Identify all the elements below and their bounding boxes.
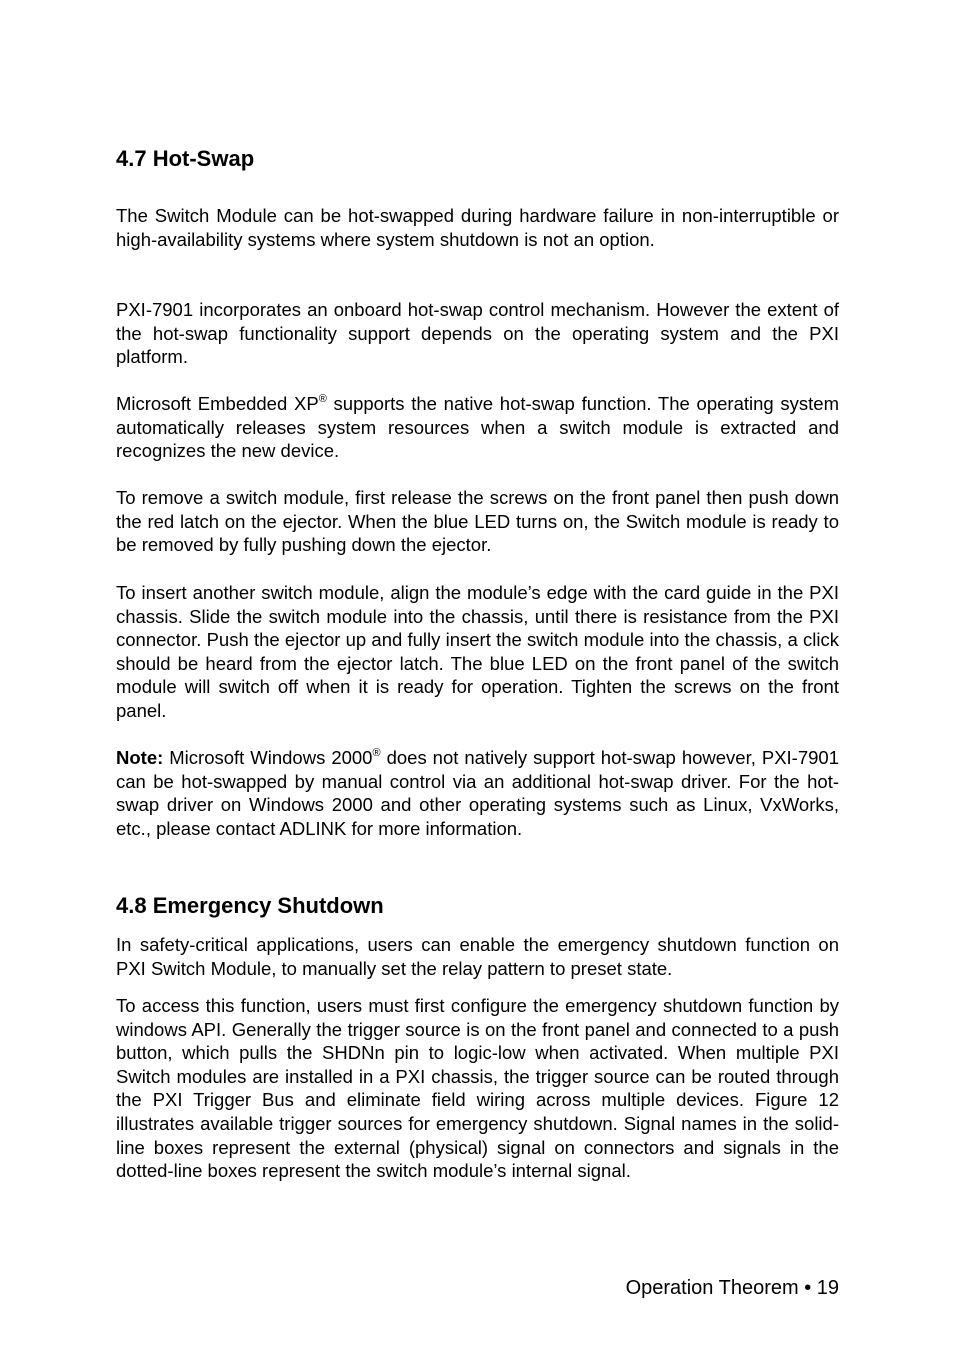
note-text-cont: does not natively support hot-swap however, PXI-7901 can be hot-swapped by manual control via an additional hot-swap driver. For the hot-swap driver on Windows 2000 and other operating systems such as Linux, VxWorks, etc., please contact ADLINK for more information.: [116, 747, 839, 839]
paragraph-embedded-xp: [116, 392, 839, 463]
paragraph-shutdown-intro: In safety-critical applications, users can enable the emergency shutdown function on PXI Switch Module, to manually set the relay pattern to preset state.: [116, 934, 839, 979]
section-heading-hot-swap: 4.7 Hot-Swap: [116, 146, 255, 171]
embedded-xp-text-cont: supports the native hot-swap function. The operating system automatically releases system resources when a switch module is extracted and recognizes the new device.: [116, 393, 840, 462]
registered-mark: ®: [372, 747, 381, 759]
section-heading-emergency-shutdown: 4.8 Emergency Shutdown: [116, 893, 384, 918]
paragraph-hot-swap-intro: The Switch Module can be hot-swapped during hardware failure in non-interruptible or high-availability systems where system shutdown is not an option.: [116, 205, 839, 250]
note-text: Microsoft Windows 2000: [163, 747, 373, 768]
page-footer: Operation Theorem • 19: [625, 1277, 839, 1299]
registered-mark: ®: [318, 393, 327, 405]
paragraph-insert-module: To insert another switch module, align the module’s edge with the card guide in the PXI chassis. Slide the switch module into the chassis, until there is resistance from the PXI connector. Push the ejector up and fully insert the switch module into the chassis, a click should be heard from the ejector latch. The blue LED on the front panel of the switch module will switch off when it is ready for operation. Tighten the screws on the front panel.: [116, 582, 839, 721]
note-label: Note:: [116, 747, 164, 768]
embedded-xp-text: Microsoft Embedded XP: [116, 393, 319, 414]
paragraph-note: [116, 746, 839, 840]
paragraph-remove-module: To remove a switch module, first release the screws on the front panel then push down the red latch on the ejector. When the blue LED turns on, the Switch module is ready to be removed by fully pushing down the ejector.: [116, 487, 839, 556]
paragraph-hot-swap-mechanism: PXI-7901 incorporates an onboard hot-swap control mechanism. However the extent of the hot-swap functionality support depends on the operating system and the PXI platform.: [116, 299, 839, 368]
paragraph-shutdown-access: To access this function, users must first configure the emergency shutdown function by windows API. Generally the trigger source is on the front panel and connected to a push button, which pulls the SHDNn pin to logic-low when activated. When multiple PXI Switch modules are installed in a PXI chassis, the trigger source can be routed through the PXI Trigger Bus and eliminate field wiring across multiple devices. Figure 12 illustrates available trigger sources for emergency shutdown. Signal names in the solid-line boxes represent the external (physical) signal on connectors and signals in the dotted-line boxes represent the switch module’s internal signal.: [116, 995, 839, 1182]
